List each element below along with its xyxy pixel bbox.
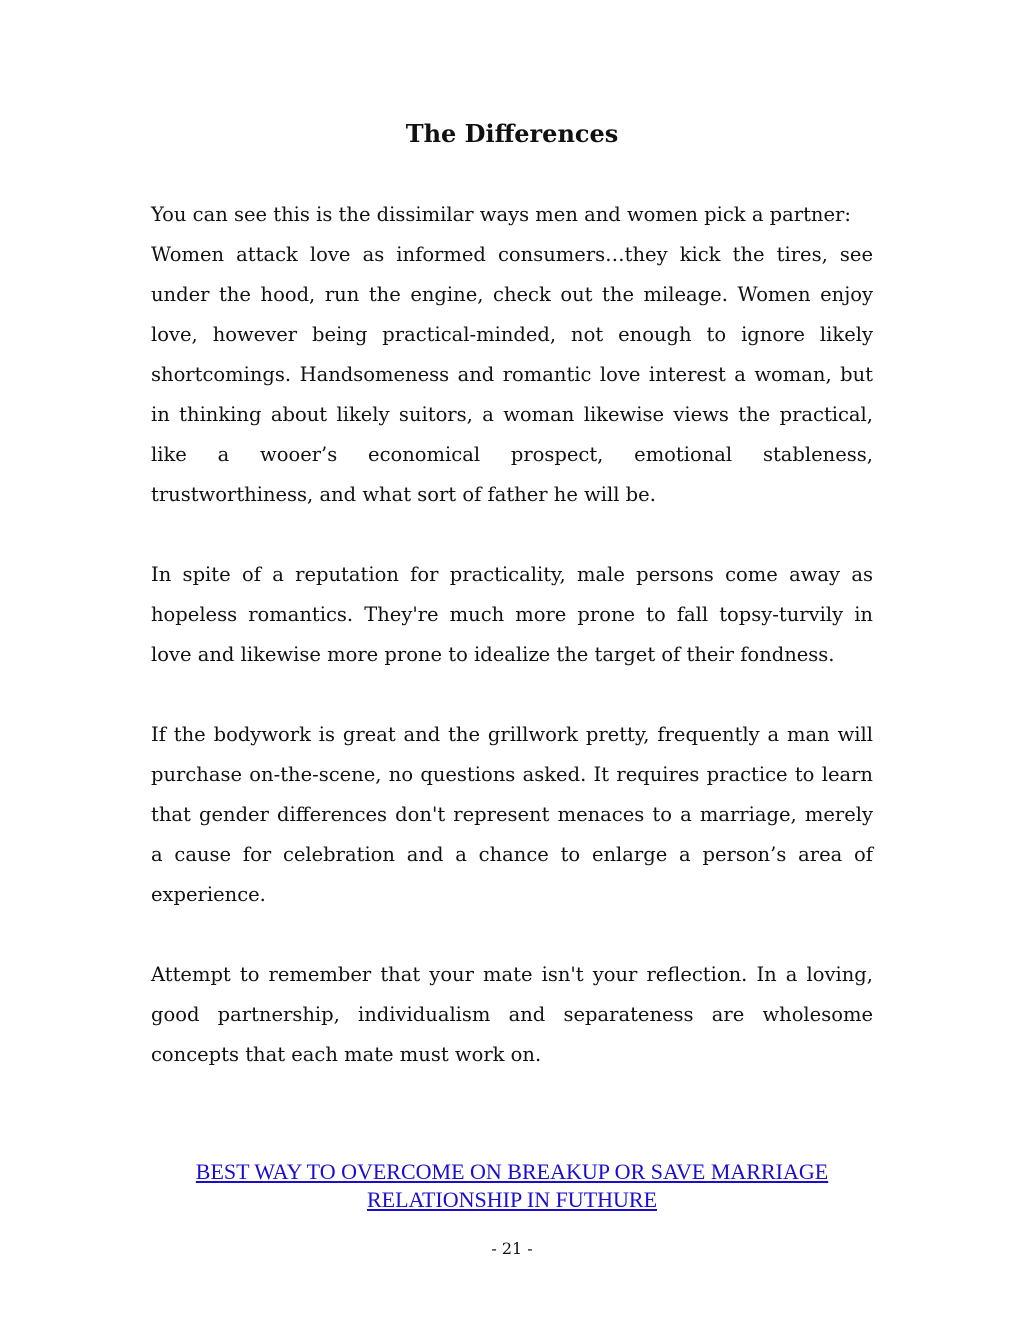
promo-link-block <box>0 1158 1024 1214</box>
promo-link-line-1[interactable]: BEST WAY TO OVERCOME ON BREAKUP OR SAVE MARRIAGE <box>195 1159 829 1184</box>
paragraph-bodywork: If the bodywork is great and the grillwork pretty, frequently a man will purchase on-the-scene, no questions asked. It requires practice to learn that gender differences don't represent menaces to a marriage, merely a cause for celebration and a chance to enlarge a person’s area of experience. <box>151 723 873 906</box>
paragraph-reflection: Attempt to remember that your mate isn't your reflection. In a loving, good partnership, individualism and separateness are wholesome concepts that each mate must work on. <box>151 963 873 1066</box>
promo-link-line-2[interactable]: RELATIONSHIP IN FUTHURE <box>366 1187 658 1212</box>
page-title: The Differences <box>405 119 619 148</box>
paragraph-men: In spite of a reputation for practicality, male persons come away as hopeless romantics. They're much more prone to fall topsy-turvily in love and likewise more prone to idealize the target of their fondness. <box>151 563 873 666</box>
body-text <box>151 195 873 1075</box>
paragraph-women: Women attack love as informed consumers…they kick the tires, see under the hood, run the engine, check out the mileage. Women enjoy love, however being practical-minded, not enough to ignore likely shortcomings. Handsomeness and romantic love interest a woman, but in thinking about likely suitors, a woman likewise views the practical, like a wooer’s economical prospect, emotional stableness, trustworthiness, and what sort of father he will be. <box>151 243 873 506</box>
page-number: - 21 - <box>491 1239 533 1258</box>
promo-link[interactable] <box>196 1159 828 1212</box>
paragraph-intro: You can see this is the dissimilar ways men and women pick a partner: <box>151 203 851 226</box>
